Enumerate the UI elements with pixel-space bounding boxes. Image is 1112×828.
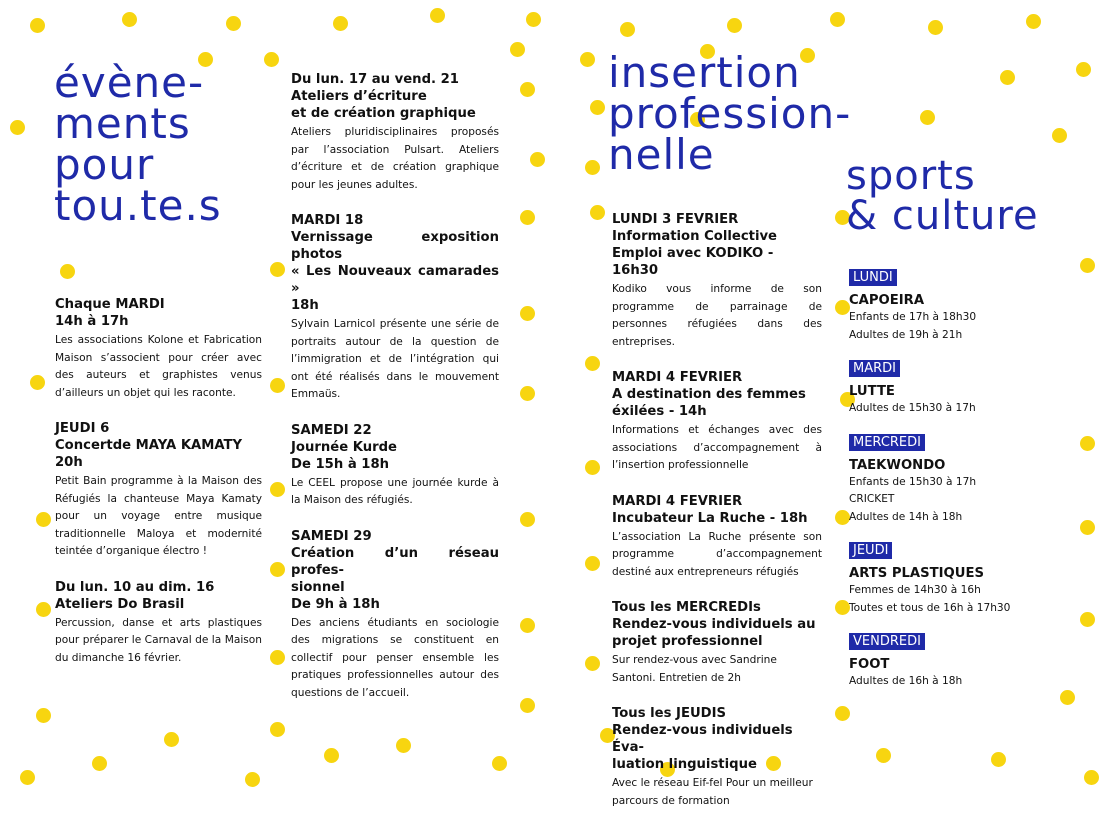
event-item: [612, 369, 822, 475]
event-item: [612, 705, 822, 810]
event-heading: SAMEDI 22 Journée Kurde De 15h à 18h: [291, 422, 397, 472]
events-column-2: [291, 71, 499, 720]
yellow-dot: [830, 12, 845, 27]
yellow-dot: [920, 110, 935, 125]
sports-day: [849, 539, 1089, 617]
yellow-dot: [270, 650, 285, 665]
yellow-dot: [60, 264, 75, 279]
yellow-dot: [36, 512, 51, 527]
day-badge: JEUDI: [849, 542, 892, 559]
activity-schedule: Adultes de 16h à 18h: [849, 675, 963, 687]
event-description: Percussion, danse et arts plastiques pour préparer le Carnaval de la Maison du dimanche 16 février.: [55, 616, 262, 664]
event-description: Ateliers pluridisciplinaires proposés par l’association Pulsart. Ateliers d’écriture et de création graphique pour les jeunes adultes.: [291, 126, 499, 191]
sports-day: [849, 357, 1089, 418]
title-line: ments: [54, 99, 191, 148]
sports-day: [849, 431, 1089, 527]
event-item: [55, 420, 262, 561]
title-line: tou.te.s: [54, 181, 222, 230]
yellow-dot: [530, 152, 545, 167]
yellow-dot: [396, 738, 411, 753]
yellow-dot: [1026, 14, 1041, 29]
yellow-dot: [510, 42, 525, 57]
yellow-dot: [30, 375, 45, 390]
yellow-dot: [590, 205, 605, 220]
event-description: Des anciens étudiants en sociologie des migrations se constituent en collectif pour penser ensemble les pratiques professionnelles autour des questions de l’accueil.: [291, 616, 499, 699]
activity-schedule: CRICKET: [849, 493, 895, 505]
yellow-dot: [1052, 128, 1067, 143]
event-item: [612, 493, 822, 582]
title-line: pour: [54, 140, 155, 189]
yellow-dot: [492, 756, 507, 771]
title-line: nelle: [608, 130, 715, 179]
day-badge: VENDREDI: [849, 633, 925, 650]
event-item: [291, 422, 499, 510]
yellow-dot: [92, 756, 107, 771]
event-description: Kodiko vous informe de son programme de parrainage de personnes réfugiées dans des entreprises.: [612, 283, 822, 348]
yellow-dot: [30, 18, 45, 33]
event-item: [55, 296, 262, 402]
yellow-dot: [324, 748, 339, 763]
yellow-dot: [585, 656, 600, 671]
yellow-dot: [835, 600, 850, 615]
title-evenements: [54, 58, 222, 230]
yellow-dot: [36, 708, 51, 723]
event-description: Sur rendez-vous avec Sandrine Santoni. Entretien de 2h: [612, 654, 777, 684]
yellow-dot: [270, 378, 285, 393]
event-item: [291, 212, 499, 404]
activity-schedule: Adultes de 19h à 21h: [849, 328, 963, 341]
yellow-dot: [520, 306, 535, 321]
event-description: Informations et échanges avec des associations d’accompagnement à l’insertion professionnelle: [612, 424, 822, 471]
activity-schedule: Toutes et tous de 16h à 17h30: [849, 601, 1011, 614]
yellow-dot: [520, 512, 535, 527]
activity-name: ARTS PLASTIQUES: [849, 566, 984, 581]
yellow-dot: [835, 510, 850, 525]
yellow-dot: [928, 20, 943, 35]
yellow-dot: [264, 52, 279, 67]
activity-schedule: Femmes de 14h30 à 16h: [849, 584, 981, 596]
yellow-dot: [585, 160, 600, 175]
yellow-dot: [876, 748, 891, 763]
event-description: Sylvain Larnicol présente une série de portraits autour de la question de l’immigration et de l’intégration qui ont été réalisés dans le mouvement Emmaüs.: [291, 318, 499, 400]
yellow-dot: [36, 602, 51, 617]
yellow-dot: [270, 562, 285, 577]
event-description: Les associations Kolone et Fabrication Maison s’associent pour créer avec des auteurs et graphistes venus d’ailleurs un objet qui les raconte.: [55, 334, 262, 399]
event-heading: MARDI 4 FEVRIER A destination des femmes éxilées - 14h: [612, 370, 806, 419]
title-line: sports: [846, 153, 976, 199]
day-badge: LUNDI: [849, 269, 897, 286]
yellow-dot: [620, 22, 635, 37]
title-line: & culture: [846, 193, 1039, 239]
event-description: Avec le réseau Eif-fel Pour un meilleur parcours de formation: [612, 777, 813, 807]
yellow-dot: [226, 16, 241, 31]
yellow-dot: [585, 356, 600, 371]
event-heading: Du lun. 17 au vend. 21 Ateliers d’écriture et de création graphique: [291, 72, 476, 121]
yellow-dot: [164, 732, 179, 747]
title-insertion: [608, 48, 852, 179]
yellow-dot: [520, 698, 535, 713]
yellow-dot: [835, 706, 850, 721]
sports-day: [849, 630, 1089, 691]
event-item: [291, 71, 499, 194]
event-heading: LUNDI 3 FEVRIER Information Collective Emploi avec KODIKO - 16h30: [612, 212, 778, 278]
activity-schedule: Adultes de 15h30 à 17h: [849, 402, 976, 414]
yellow-dot: [520, 210, 535, 225]
yellow-dot: [991, 752, 1006, 767]
activity-name: TAEKWONDO: [849, 457, 946, 473]
yellow-dot: [122, 12, 137, 27]
event-item: [612, 599, 822, 687]
yellow-dot: [245, 772, 260, 787]
event-heading: Du lun. 10 au dim. 16 Ateliers Do Brasil: [55, 579, 215, 612]
events-column-3: [612, 211, 822, 828]
event-item: [55, 579, 262, 668]
yellow-dot: [520, 618, 535, 633]
title-line: profession-: [608, 89, 852, 138]
day-badge: MARDI: [849, 360, 900, 377]
event-description: L’association La Ruche présente son programme d’accompagnement destiné aux entrepreneurs réfugiés: [612, 530, 822, 578]
event-item: [291, 528, 499, 703]
day-badge: MERCREDI: [849, 434, 925, 451]
title-line: insertion: [608, 48, 801, 97]
title-line: évène-: [54, 58, 205, 107]
activity-schedule: Adultes de 14h à 18h: [849, 510, 963, 523]
events-column-1: [55, 296, 262, 685]
event-heading: Tous les JEUDIS Rendez-vous individuels Éva- luation linguistique: [612, 706, 793, 772]
event-heading: SAMEDI 29 Création d’un réseau profes- sionnel De 9h à 18h: [291, 528, 499, 612]
yellow-dot: [580, 52, 595, 67]
event-heading: Chaque MARDI 14h à 17h: [55, 297, 165, 329]
event-description: Le CEEL propose une journée kurde à la Maison des réfugiés.: [291, 476, 499, 506]
event-item: [612, 211, 822, 351]
activity-name: CAPOEIRA: [849, 293, 925, 308]
sports-day: [849, 266, 1089, 344]
yellow-dot: [333, 16, 348, 31]
yellow-dot: [10, 120, 25, 135]
activity-schedule: Enfants de 17h à 18h30: [849, 311, 977, 323]
yellow-dot: [727, 18, 742, 33]
yellow-dot: [270, 722, 285, 737]
yellow-dot: [585, 556, 600, 571]
yellow-dot: [835, 300, 850, 315]
yellow-dot: [520, 386, 535, 401]
activity-name: FOOT: [849, 657, 890, 672]
event-heading: Tous les MERCREDIs Rendez-vous individuels au projet professionnel: [612, 600, 816, 649]
sports-column: [849, 266, 1089, 704]
event-heading: MARDI 4 FEVRIER Incubateur La Ruche - 18h: [612, 493, 808, 526]
activity-name: LUTTE: [849, 384, 895, 399]
yellow-dot: [430, 8, 445, 23]
yellow-dot: [520, 82, 535, 97]
activity-schedule: Enfants de 15h30 à 17h: [849, 475, 977, 488]
yellow-dot: [20, 770, 35, 785]
yellow-dot: [1084, 770, 1099, 785]
yellow-dot: [1076, 62, 1091, 77]
yellow-dot: [585, 460, 600, 475]
event-heading: MARDI 18 Vernissage exposition photos « Les Nouveaux camarades » 18h: [291, 213, 499, 313]
yellow-dot: [590, 100, 605, 115]
title-sports-culture: [846, 153, 1039, 239]
yellow-dot: [1000, 70, 1015, 85]
yellow-dot: [270, 262, 285, 277]
yellow-dot: [270, 482, 285, 497]
event-heading: JEUDI 6 Concertde MAYA KAMATY 20h: [55, 421, 243, 470]
yellow-dot: [526, 12, 541, 27]
event-description: Petit Bain programme à la Maison des Réfugiés la chanteuse Maya Kamaty pour un voyage entre musique traditionnelle Maloya et modernité teintée d’organique électro !: [55, 475, 262, 557]
